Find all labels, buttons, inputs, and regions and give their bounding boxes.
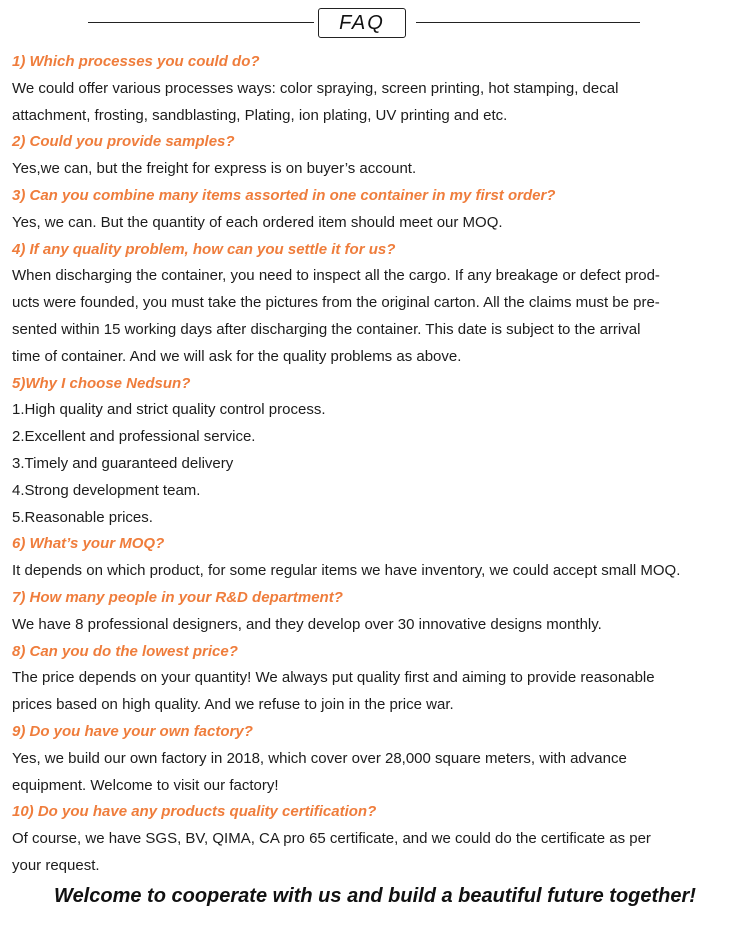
faq-answer-line: sented within 15 working days after discharging the container. This date is subject to the arrival [12, 320, 641, 338]
faq-question: 7) How many people in your R&D department? [12, 588, 343, 606]
faq-answer-line: 3.Timely and guaranteed delivery [12, 454, 234, 472]
faq-answer-line: When discharging the container, you need to inspect all the cargo. If any breakage or defect prod- [12, 267, 660, 285]
faq-answer-line: your request. [12, 856, 100, 874]
faq-item [12, 371, 742, 532]
faq-item [12, 49, 742, 129]
faq-item [12, 129, 742, 183]
faq-title: FAQ [318, 8, 406, 38]
faq-item [12, 799, 742, 879]
faq-item [12, 183, 742, 237]
faq-question: 10) Do you have any products quality certification? [12, 803, 377, 821]
faq-item [12, 639, 742, 719]
faq-answer-line: ucts were founded, you must take the pictures from the original carton. All the claims must be pre- [12, 294, 660, 312]
faq-question: 3) Can you combine many items assorted in one container in my first order? [12, 186, 556, 204]
faq-answer-line: Yes,we can, but the freight for express is on buyer’s account. [12, 160, 417, 178]
faq-answer-line: 1.High quality and strict quality control process. [12, 401, 326, 419]
faq-header [0, 8, 750, 40]
faq-answer-line: The price depends on your quantity! We always put quality first and aiming to provide reasonable [12, 669, 655, 687]
faq-answer-line: 5.Reasonable prices. [12, 508, 153, 526]
faq-answer-line: 2.Excellent and professional service. [12, 428, 256, 446]
closing-slogan: Welcome to cooperate with us and build a beautiful future together! [54, 885, 696, 907]
faq-answer-line: prices based on high quality. And we refuse to join in the price war. [12, 696, 454, 714]
faq-answer-line: 4.Strong development team. [12, 481, 201, 499]
faq-answer-line: Of course, we have SGS, BV, QIMA, CA pro 65 certificate, and we could do the certificate as per [12, 830, 651, 848]
faq-list [12, 49, 742, 880]
faq-answer-line: We could offer various processes ways: color spraying, screen printing, hot stamping, decal [12, 79, 619, 97]
header-divider-right [416, 22, 640, 23]
faq-question: 5)Why I choose Nedsun? [12, 374, 191, 392]
faq-answer-line: We have 8 professional designers, and they develop over 30 innovative designs monthly. [12, 615, 602, 633]
faq-answer-line: Yes, we can. But the quantity of each ordered item should meet our MOQ. [12, 213, 503, 231]
faq-item [12, 719, 742, 799]
faq-answer-line: equipment. Welcome to visit our factory! [12, 776, 279, 794]
faq-answer-line: Yes, we build our own factory in 2018, which cover over 28,000 square meters, with advance [12, 749, 627, 767]
faq-question: 2) Could you provide samples? [12, 133, 235, 151]
faq-question: 1) Which processes you could do? [12, 53, 260, 70]
header-divider-left [88, 22, 314, 23]
faq-question: 9) Do you have your own factory? [12, 722, 253, 740]
faq-answer-line: time of container. And we will ask for the quality problems as above. [12, 347, 462, 365]
faq-item [12, 237, 742, 371]
faq-item [12, 585, 742, 639]
faq-question: 8) Can you do the lowest price? [12, 642, 238, 660]
faq-question: 6) What’s your MOQ? [12, 535, 165, 553]
faq-item [12, 531, 742, 585]
faq-question: 4) If any quality problem, how can you settle it for us? [12, 240, 396, 258]
faq-answer-line: It depends on which product, for some regular items we have inventory, we could accept small MOQ. [12, 562, 681, 580]
faq-answer-line: attachment, frosting, sandblasting, Plating, ion plating, UV printing and etc. [12, 106, 508, 124]
